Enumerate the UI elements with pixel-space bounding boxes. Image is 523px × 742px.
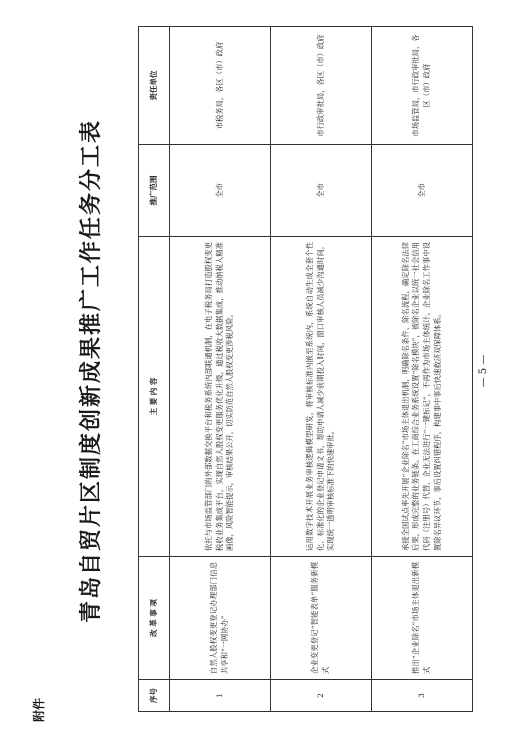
header-scope: 推广范围 — [139, 145, 170, 237]
page-number: — 5 — — [478, 354, 489, 388]
main-content: 承接全国试点率先开展“企业除名”市场主体退出机制，明确除名条件、除名流程，确定除名法律后果，形成完整的业务链条。在工商综合业务系统设置“除名模块”，被除名企业以统一社会信用代码（注册号）代替，企业无法进行“一键标记”，不再作为市场主体统计。企业除名工作事中设置除名异议环节，事后设置纠错程序，构建事中事后快速救济双保障体系。 — [372, 237, 473, 557]
row-number: 2 — [271, 680, 372, 712]
annex-label: 附件 — [32, 697, 46, 722]
promotion-scope: 全市 — [170, 145, 271, 237]
table-row — [372, 27, 473, 712]
header-content: 主 要 内 容 — [139, 237, 170, 557]
table-row — [271, 27, 372, 712]
table-row — [170, 27, 271, 712]
responsible-unit: 市场监管局，市行政审批局，各区（市）政府 — [372, 27, 473, 145]
header-item: 改 革 事 项 — [139, 557, 170, 680]
promotion-scope: 全市 — [372, 145, 473, 237]
promotion-scope: 全市 — [271, 145, 372, 237]
reform-item: 企业变更登记“智能表单”服务新模式 — [271, 557, 372, 680]
responsible-unit: 市税务局，各区（市）政府 — [170, 27, 271, 145]
document-title: 青岛自贸片区制度创新成果推广工作任务分工表 — [78, 119, 104, 624]
row-number: 1 — [170, 680, 271, 712]
main-content: 依托与市场监管部门的外部数据交换平台和税务系统内部联通机制，在电子税务局打造股权变更税收业务集成平台，实现自然人股权变更服务优化升级，通过税收大数据集成，推动纳税人精准画像，风险智能提示，审核结果公开，切实防范自然人股权变更涉税风险。 — [170, 237, 271, 557]
task-table — [138, 26, 473, 712]
responsible-unit: 市行政审批局，各区（市）政府 — [271, 27, 372, 145]
reform-item: 自然人股权变更登记办理部门信息共享和“一网协办” — [170, 557, 271, 680]
table-header-row — [139, 27, 170, 712]
row-number: 3 — [372, 680, 473, 712]
header-unit: 责任单位 — [139, 27, 170, 145]
main-content: 运用数字技术开展业务审核逻辑模型研发，将审核标准内嵌至系统内，系统自动生成全套个性化、标准化的企业登记申请文书，帮助申请人减少前期投入时间，窗口审核人员减少沟通时间，实现统一透明审核标准下的快速审批。 — [271, 237, 372, 557]
header-no: 序号 — [139, 680, 170, 712]
reform-item: 推出“企业除名”市场主体退出新模式 — [372, 557, 473, 680]
